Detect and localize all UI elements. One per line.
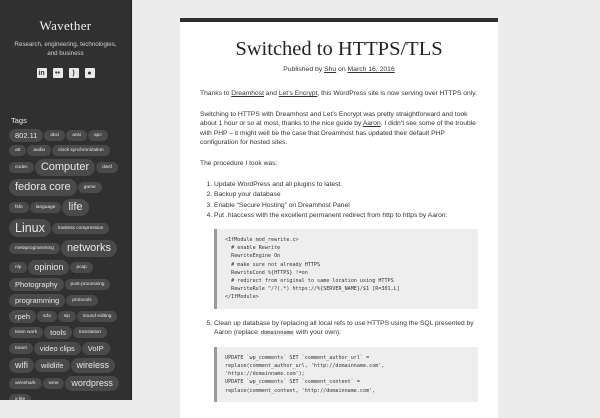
tag-link[interactable]: travel <box>9 343 33 354</box>
tag-link[interactable]: lossless compression <box>52 223 110 234</box>
list-item: 2. Backup your database <box>214 190 478 200</box>
tag-link[interactable]: wireless <box>71 358 116 373</box>
tag-link[interactable]: x-lite <box>9 394 31 400</box>
tag-link[interactable]: sound editing <box>77 311 118 322</box>
tag-link[interactable]: sip <box>58 311 76 322</box>
tag-link[interactable]: Photography <box>9 278 64 291</box>
tag-link[interactable]: protocols <box>66 295 97 306</box>
tag-link[interactable]: life <box>62 199 88 216</box>
tag-link[interactable]: apc <box>88 130 108 141</box>
paragraph-procedure: The procedure I took was: <box>200 159 278 167</box>
procedure-list <box>200 180 478 402</box>
date-link[interactable]: March 16, 2016 <box>347 66 395 73</box>
code-block-sql: UPDATE `wp_comments` SET `comment_author_url` = replace(comment_author_url, 'http://domainname.com', 'https://domainname.com'); UPDATE `wp_comments` SET `comment_content` = replace(comment_content, 'http://domainname.com', <box>214 347 478 402</box>
tag-link[interactable]: nlp <box>9 262 27 273</box>
tag-link[interactable]: metaprogramming <box>9 243 60 254</box>
list-item: 5. Clean up database by replacing all local refs to use HTTPS using the SQL presented by Aaron (replace domainname with your own): UPDATE `wp_comments` SET `comment_author_url` = replace(comment_author_url, 'http://domainname.com', 'https://domainname.com'); UPDATE `wp_comments` SET `comment_content` = replace(comment_content, 'http://domainname.com', <box>214 319 478 402</box>
tag-cloud <box>9 129 123 400</box>
tag-link[interactable]: abci <box>44 130 65 141</box>
tag-link[interactable]: programming <box>9 294 65 307</box>
tag-link[interactable]: language <box>30 202 62 213</box>
tag-link[interactable]: translation <box>73 327 107 338</box>
linkedin-icon[interactable]: in <box>38 69 45 77</box>
tag-link[interactable]: fedora core <box>9 179 77 196</box>
tag-link[interactable]: VoIP <box>82 342 110 355</box>
flickr-icon[interactable]: •• <box>53 68 63 78</box>
tag-link[interactable]: ansi <box>66 130 87 141</box>
post-content <box>200 89 478 402</box>
tag-link[interactable]: Linux <box>9 219 51 237</box>
tag-link[interactable]: game <box>78 182 102 193</box>
tag-link[interactable]: fsfe <box>9 202 29 213</box>
letsencrypt-link[interactable]: Let’s Encrypt <box>278 90 318 97</box>
dreamhost-link[interactable]: Dreamhost <box>231 90 264 97</box>
tag-link[interactable]: wifi <box>9 358 34 373</box>
post-byline <box>200 66 478 73</box>
tag-link[interactable]: post-processing <box>65 279 111 290</box>
on-label: on <box>338 66 346 73</box>
tag-link[interactable]: networks <box>61 240 117 257</box>
tag-link[interactable]: wms <box>43 378 65 389</box>
tag-link[interactable]: clock synchronization <box>52 145 110 156</box>
tags-heading: Tags <box>11 116 27 125</box>
tag-link[interactable]: pcap <box>70 262 92 273</box>
paragraph-switching: Switching to HTTPS with Dreamhost and Let’s Encrypt was pretty straightforward and took about 1 hour or so at most, thanks to the nice guide by Aaron. I didn’t see some of the trouble with PHP – it might well be the case that Dreamhost has updated their default PHP configuration for hosted sites. <box>200 110 476 147</box>
list-item: 1. Update WordPress and all plugins to latest. <box>214 180 478 190</box>
post-card <box>180 18 498 418</box>
published-by-label: Published by <box>283 66 323 73</box>
tag-link[interactable]: wordpress <box>65 376 119 391</box>
rss-icon[interactable]: ) <box>69 68 79 78</box>
tag-link[interactable]: Computer <box>35 159 95 176</box>
post-title: Switched to HTTPS/TLS <box>235 38 443 60</box>
tag-link[interactable]: tools <box>44 326 72 339</box>
sidebar <box>0 0 132 400</box>
social-links <box>0 68 131 78</box>
tag-link[interactable]: video clips <box>34 342 81 355</box>
author-link[interactable]: Shu <box>324 66 337 73</box>
code-block-htaccess: <IfModule mod_rewrite.c> # enable Rewrite RewriteEngine On # make sure not already HTTPS RewriteCond %{HTTPS} !=on # redirect from original to same location using HTTPS RewriteRule ^/?(.*) https://%{SERVER_NAME}/$1 [R=301,L] </IfModule> <box>214 229 478 309</box>
tag-link[interactable]: opinion <box>28 260 69 275</box>
aaron-link[interactable]: Aaron <box>362 120 381 128</box>
tag-link[interactable]: wildlife <box>35 359 70 372</box>
site-description: Research, engineering, technologies, and business <box>14 41 117 57</box>
github-icon[interactable]: ● <box>85 68 95 78</box>
tag-link[interactable]: team work <box>9 327 43 338</box>
inline-code: domainname <box>260 330 294 337</box>
tag-link[interactable]: codec <box>9 162 34 173</box>
tag-link[interactable]: wireshark <box>9 378 42 389</box>
tag-link[interactable]: sda <box>37 311 57 322</box>
tag-link[interactable]: att <box>9 145 26 156</box>
site-title[interactable]: Wavether <box>39 18 92 33</box>
paragraph-intro: Thanks to Dreamhost and Let’s Encrypt, this WordPress site is now serving over HTTPS only. <box>200 90 477 97</box>
list-item: 4. Put .htaccess with the excellent permanent redirect from http to https by Aaron: <IfModule mod_rewrite.c> # enable Rewrite RewriteEngine On # make sure not already HTTPS RewriteCond %{HTTPS} !=on # redirect from original to same location using HTTPS RewriteRule ^/?(.*) https://%{SERVER_NAME}/$1 [R=301,L] </IfModule> <box>214 211 478 308</box>
tag-link[interactable]: rpeh <box>9 310 36 323</box>
tag-link[interactable]: 802.11 <box>9 129 43 142</box>
tag-link[interactable]: dwsf <box>96 162 118 173</box>
list-item: 3. Enable “Secure Hosting” on Dreamhost Panel <box>214 201 478 211</box>
tag-link[interactable]: audio <box>27 145 51 156</box>
